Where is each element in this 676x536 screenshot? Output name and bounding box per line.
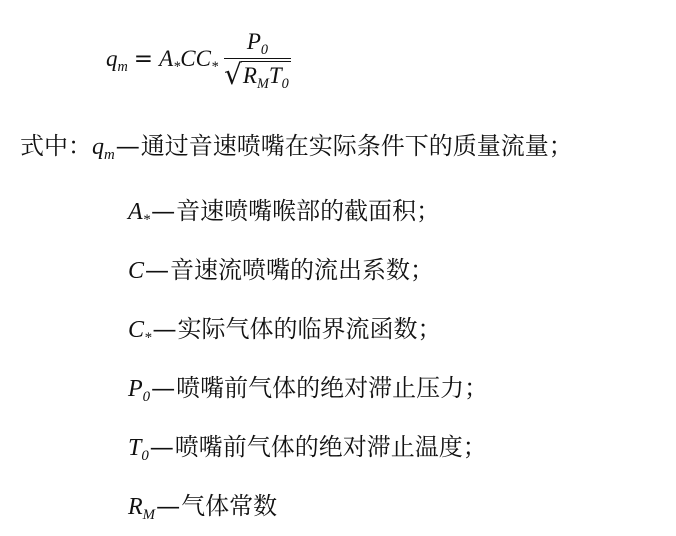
sqrt-sign: √	[224, 58, 242, 91]
definition-row-c	[128, 250, 434, 285]
definition-row-qm	[20, 126, 573, 164]
sqrt-radicand: $R_MT_0$	[242, 63, 289, 92]
definition-dash: —	[151, 374, 176, 402]
definition-text: 气体常数	[181, 492, 278, 520]
definition-symbol: C	[128, 258, 145, 284]
definition-symbol: $R_M$	[128, 494, 156, 524]
formula-coef-cc: $CC_*$	[180, 46, 219, 75]
definition-text: 通过音速喷嘴在实际条件下的质量流量；	[140, 132, 573, 160]
definition-symbol: $A_*$	[128, 199, 151, 229]
formula-numerator: $P_0$	[246, 29, 269, 58]
definition-text: 实际气体的临界流函数；	[177, 315, 442, 343]
definition-symbol: $P_0$	[128, 376, 151, 406]
formula-fraction	[224, 29, 291, 92]
lead-label: 式中：	[20, 132, 92, 160]
definition-row-p0	[128, 368, 489, 406]
definition-text: 音速喷嘴喉部的截面积；	[176, 197, 441, 225]
definition-symbol: $C_*$	[128, 317, 152, 347]
definition-text: 喷嘴前气体的绝对滞止压力；	[176, 374, 489, 402]
definition-symbol: $T_0$	[128, 435, 149, 465]
definition-dash: —	[115, 132, 140, 160]
formula-equals: =	[133, 46, 154, 72]
mass-flow-formula	[106, 14, 291, 104]
formula-denominator	[224, 58, 291, 92]
definition-dash: —	[145, 256, 170, 284]
definition-dash: —	[156, 492, 181, 520]
definition-row-a	[128, 191, 441, 229]
definition-row-c-star	[128, 309, 442, 347]
definition-row-t0	[128, 427, 487, 465]
definition-dash: —	[149, 433, 174, 461]
formula-coef-a: $A_*$	[159, 46, 181, 75]
definition-text: 喷嘴前气体的绝对滞止温度；	[174, 433, 487, 461]
definition-text: 音速流喷嘴的流出系数；	[170, 256, 435, 284]
formula-lhs: $q_m$	[106, 46, 128, 75]
definition-row-rm	[128, 486, 278, 524]
definition-symbol: $q_m$	[92, 134, 115, 164]
definition-dash: —	[152, 315, 177, 343]
definition-dash: —	[151, 197, 176, 225]
